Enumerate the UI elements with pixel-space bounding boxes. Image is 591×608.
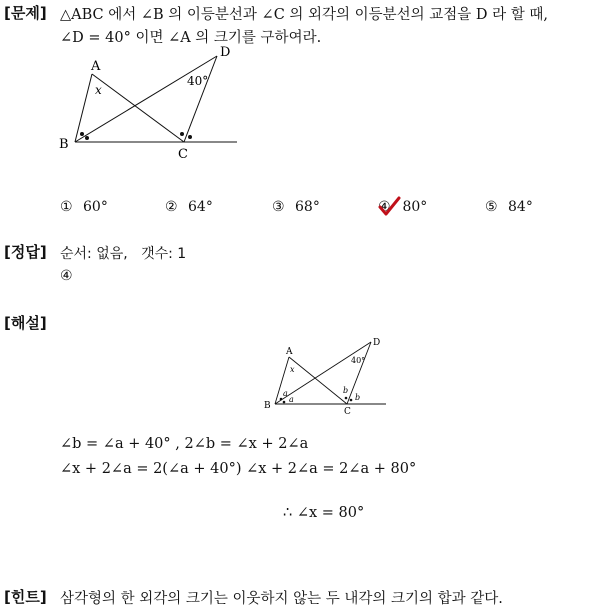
fig2-label-a-lower: a <box>289 395 294 404</box>
fig2-label-x: x <box>290 365 295 374</box>
fig-label-a: A <box>91 59 101 74</box>
option-3-number: ③ <box>272 199 285 215</box>
fig-label-d: D <box>220 45 231 60</box>
answer-tag: [정답] <box>4 243 47 261</box>
fig-label-b: B <box>59 137 69 152</box>
option-1-number: ① <box>60 199 73 215</box>
fig2-label-b-left: b <box>343 386 349 395</box>
option-5-number: ⑤ <box>485 199 498 215</box>
fig-label-angle-d: 40° <box>187 74 209 88</box>
side-ac <box>289 357 347 404</box>
problem-line-2: ∠D = 40° 이면 ∠A 의 크기를 구하여라. <box>60 30 322 46</box>
option-5-text: 84° <box>508 199 533 215</box>
hint-tag: [힌트] <box>4 588 47 606</box>
fig2-label-b-right: b <box>355 393 361 402</box>
fig2-label-a: A <box>286 347 293 357</box>
fig-label-x: x <box>95 83 102 97</box>
fig2-label-a-upper: a <box>283 389 288 398</box>
fig2-label-angle-d: 40° <box>351 356 366 365</box>
fig2-label-b: B <box>264 401 271 411</box>
angle-mark-dot <box>283 401 286 404</box>
option-4-number: ④ <box>378 199 391 215</box>
angle-mark-dot <box>345 397 348 400</box>
explanation-conclusion: ∴ ∠x = 80° <box>283 505 365 521</box>
problem-line-1: △ABC 에서 ∠B 의 이등분선과 ∠C 의 외각의 이등분선의 교점을 D 라 할 때, <box>60 7 549 23</box>
answer-value: ④ <box>60 268 73 284</box>
explanation-equation-1: ∠b = ∠a + 40° , 2∠b = ∠x + 2∠a <box>60 436 309 452</box>
problem-tag: [문제] <box>4 4 47 22</box>
explanation-tag: [해설] <box>4 314 47 332</box>
fig2-label-d: D <box>373 338 381 348</box>
angle-mark-dot <box>280 398 283 401</box>
option-2-number: ② <box>165 199 178 215</box>
option-4-text: 80° <box>402 199 428 215</box>
option-1-text: 60° <box>83 199 108 215</box>
hint-text: 삼각형의 한 외각의 크기는 이웃하지 않는 두 내각의 크기의 합과 같다. <box>60 591 503 607</box>
option-2-text: 64° <box>188 199 213 215</box>
angle-mark-dot <box>350 399 353 402</box>
fig2-label-c: C <box>344 407 351 417</box>
fig-label-c: C <box>178 147 188 162</box>
option-3-text: 68° <box>295 199 320 215</box>
explanation-equation-2: ∠x + 2∠a = 2(∠a + 40°) ∠x + 2∠a = 2∠a + 80° <box>60 461 417 477</box>
answer-line: 순서: 없음, 갯수: 1 <box>60 246 187 262</box>
